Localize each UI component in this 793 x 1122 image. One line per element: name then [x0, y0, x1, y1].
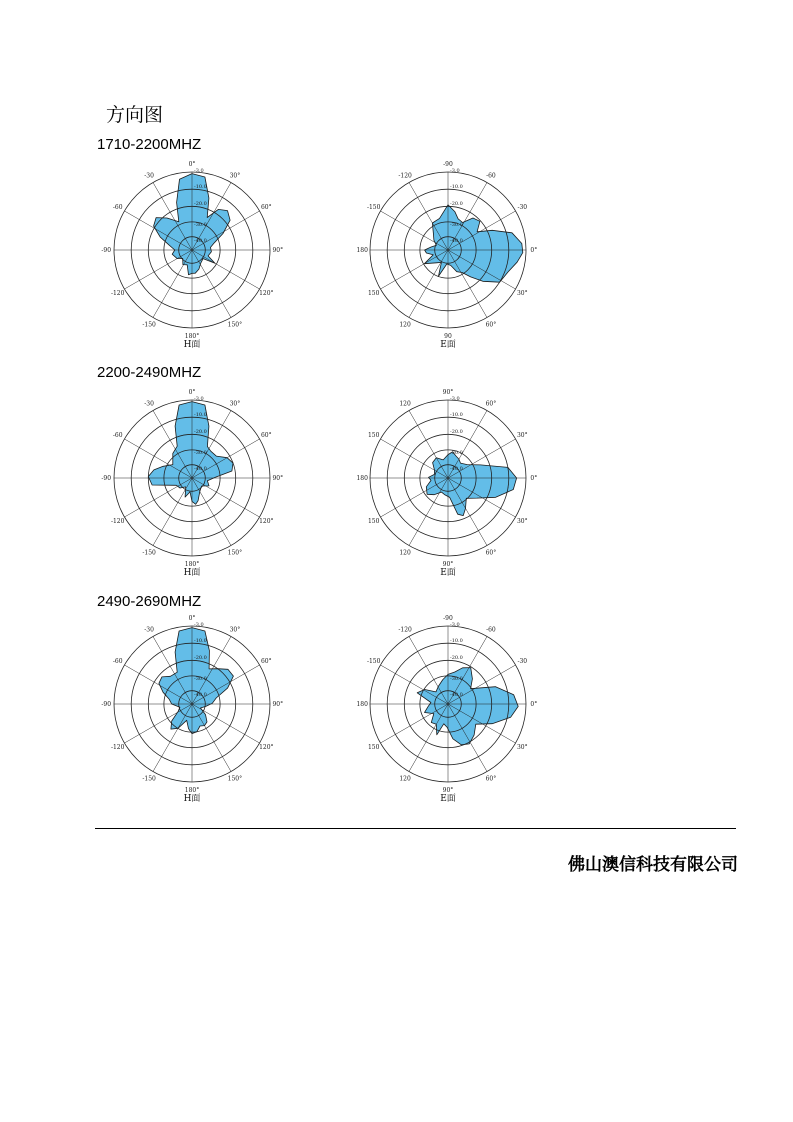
plot-caption: E面	[440, 794, 456, 804]
angle-label: 30°	[229, 400, 241, 408]
plot-caption: E面	[440, 340, 456, 350]
angle-label: 150°	[227, 321, 243, 329]
angle-label: 90°	[442, 389, 454, 397]
ring-label: -40.0	[194, 238, 207, 244]
ring-label: -20.0	[194, 655, 207, 661]
angle-label: 120°	[259, 289, 274, 297]
ring-label: -30.0	[450, 222, 463, 228]
angle-label: 30°	[229, 172, 241, 180]
angle-label: 120°	[259, 517, 274, 525]
angle-label: 0°	[530, 475, 538, 482]
ring-label: -30.0	[450, 450, 463, 456]
angle-label: -150	[366, 204, 381, 212]
angle-label: 90°	[272, 247, 284, 254]
angle-label: -30	[144, 172, 154, 180]
angle-label: 90°	[442, 786, 454, 794]
angle-label: 0°	[188, 161, 196, 169]
band-label-2490-2690: 2490-2690MHZ	[97, 593, 202, 610]
angle-label: 0°	[530, 701, 538, 708]
angle-label: 90°	[442, 560, 454, 568]
angle-label: 30°	[516, 743, 528, 751]
angle-label: 150°	[227, 549, 243, 557]
ring-label: -3.0	[450, 168, 460, 174]
angle-label: 180	[356, 701, 368, 708]
ring-label: -3.0	[194, 396, 204, 402]
ring-label: -3.0	[450, 622, 460, 628]
ring-label: -40.0	[450, 692, 463, 698]
angle-label: 60°	[260, 432, 272, 440]
ring-label: -20.0	[450, 429, 463, 435]
angle-label: -30	[517, 658, 528, 666]
h-plane-plot-1710-2200	[102, 160, 282, 350]
h-plane-plot-2490-2690	[102, 614, 282, 804]
ring-label: -30.0	[194, 676, 207, 682]
angle-label: 180°	[184, 786, 200, 794]
e-plane-plot-2200-2490	[358, 388, 538, 578]
angle-label: -120	[110, 743, 125, 751]
angle-label: -150	[142, 549, 156, 557]
angle-label: 180°	[184, 560, 200, 568]
plot-caption: H面	[183, 568, 201, 578]
angle-label: -60	[112, 432, 123, 440]
ring-label: -40.0	[194, 466, 207, 472]
angle-label: -30	[517, 204, 528, 212]
angle-label: 180	[356, 475, 368, 482]
angle-label: 30°	[516, 517, 528, 525]
angle-label: 120	[399, 549, 411, 557]
angle-label: -150	[142, 775, 156, 783]
angle-label: 150°	[227, 775, 243, 783]
angle-label: 120°	[259, 743, 274, 751]
ring-label: -20.0	[450, 655, 463, 661]
ring-label: -10.0	[194, 412, 207, 418]
angle-label: 60°	[485, 775, 497, 783]
ring-label: -40.0	[450, 238, 463, 244]
plot-caption: H面	[183, 340, 201, 350]
angle-label: -150	[142, 321, 156, 329]
angle-label: 180	[356, 247, 368, 254]
angle-label: -90	[101, 475, 112, 482]
band-label-1710-2200: 1710-2200MHZ	[97, 136, 202, 153]
ring-label: -20.0	[450, 201, 463, 207]
angle-label: -60	[486, 626, 496, 634]
angle-label: -120	[110, 289, 125, 297]
angle-label: 180°	[184, 332, 200, 340]
ring-label: -40.0	[194, 692, 207, 698]
angle-label: -60	[112, 658, 123, 666]
angle-label: -30	[144, 626, 154, 634]
angle-label: 0°	[188, 389, 196, 397]
angle-label: -90	[101, 701, 112, 708]
angle-label: -120	[398, 172, 412, 180]
angle-label: -120	[398, 626, 412, 634]
angle-label: 30°	[516, 432, 528, 440]
polar-chart	[102, 614, 282, 804]
angle-label: 120	[399, 775, 411, 783]
angle-label: -120	[110, 517, 125, 525]
angle-label: 0°	[188, 615, 196, 623]
polar-chart	[102, 160, 282, 350]
angle-label: -90	[443, 161, 453, 169]
angle-label: 150	[367, 517, 380, 525]
ring-label: -20.0	[194, 429, 207, 435]
angle-label: -30	[144, 400, 154, 408]
angle-label: 150	[367, 432, 380, 440]
angle-label: 90	[444, 332, 452, 340]
ring-label: -3.0	[194, 622, 204, 628]
plot-caption: E面	[440, 568, 456, 578]
angle-label: -60	[486, 172, 496, 180]
company-name: 佛山澳信科技有限公司	[568, 855, 738, 875]
ring-label: -10.0	[450, 638, 463, 644]
angle-label: -90	[101, 247, 112, 254]
angle-label: 60°	[485, 400, 497, 408]
angle-label: -60	[112, 204, 123, 212]
angle-label: 60°	[260, 204, 272, 212]
angle-label: 120	[399, 321, 411, 329]
angle-label: 150	[367, 289, 380, 297]
ring-label: -20.0	[194, 201, 207, 207]
e-plane-plot-2490-2690	[358, 614, 538, 804]
angle-label: 60°	[485, 321, 497, 329]
angle-label: 150	[367, 743, 380, 751]
ring-label: -10.0	[450, 184, 463, 190]
ring-label: -3.0	[450, 396, 460, 402]
polar-chart	[358, 388, 538, 578]
polar-chart	[358, 614, 538, 804]
angle-label: 60°	[485, 549, 497, 557]
footer-divider	[95, 828, 736, 829]
radiation-lobe	[424, 205, 522, 282]
angle-label: 90°	[272, 475, 284, 482]
ring-label: -10.0	[194, 638, 207, 644]
angle-label: -150	[366, 658, 381, 666]
plot-caption: H面	[183, 794, 201, 804]
angle-label: 30°	[229, 626, 241, 634]
ring-label: -30.0	[194, 222, 207, 228]
angle-label: 60°	[260, 658, 272, 666]
ring-label: -30.0	[450, 676, 463, 682]
band-label-2200-2490: 2200-2490MHZ	[97, 364, 202, 381]
radiation-lobe	[417, 668, 518, 745]
ring-label: -30.0	[194, 450, 207, 456]
angle-label: 90°	[272, 701, 284, 708]
e-plane-plot-1710-2200	[358, 160, 538, 350]
polar-chart	[358, 160, 538, 350]
radiation-lobe	[426, 452, 516, 516]
h-plane-plot-2200-2490	[102, 388, 282, 578]
polar-chart	[102, 388, 282, 578]
angle-label: -90	[443, 615, 453, 623]
section-heading: 方向图	[106, 104, 164, 126]
angle-label: 30°	[516, 289, 528, 297]
ring-label: -10.0	[450, 412, 463, 418]
angle-label: 120	[399, 400, 411, 408]
ring-label: -40.0	[450, 466, 463, 472]
angle-label: 0°	[530, 247, 538, 254]
ring-label: -3.0	[194, 168, 204, 174]
ring-label: -10.0	[194, 184, 207, 190]
